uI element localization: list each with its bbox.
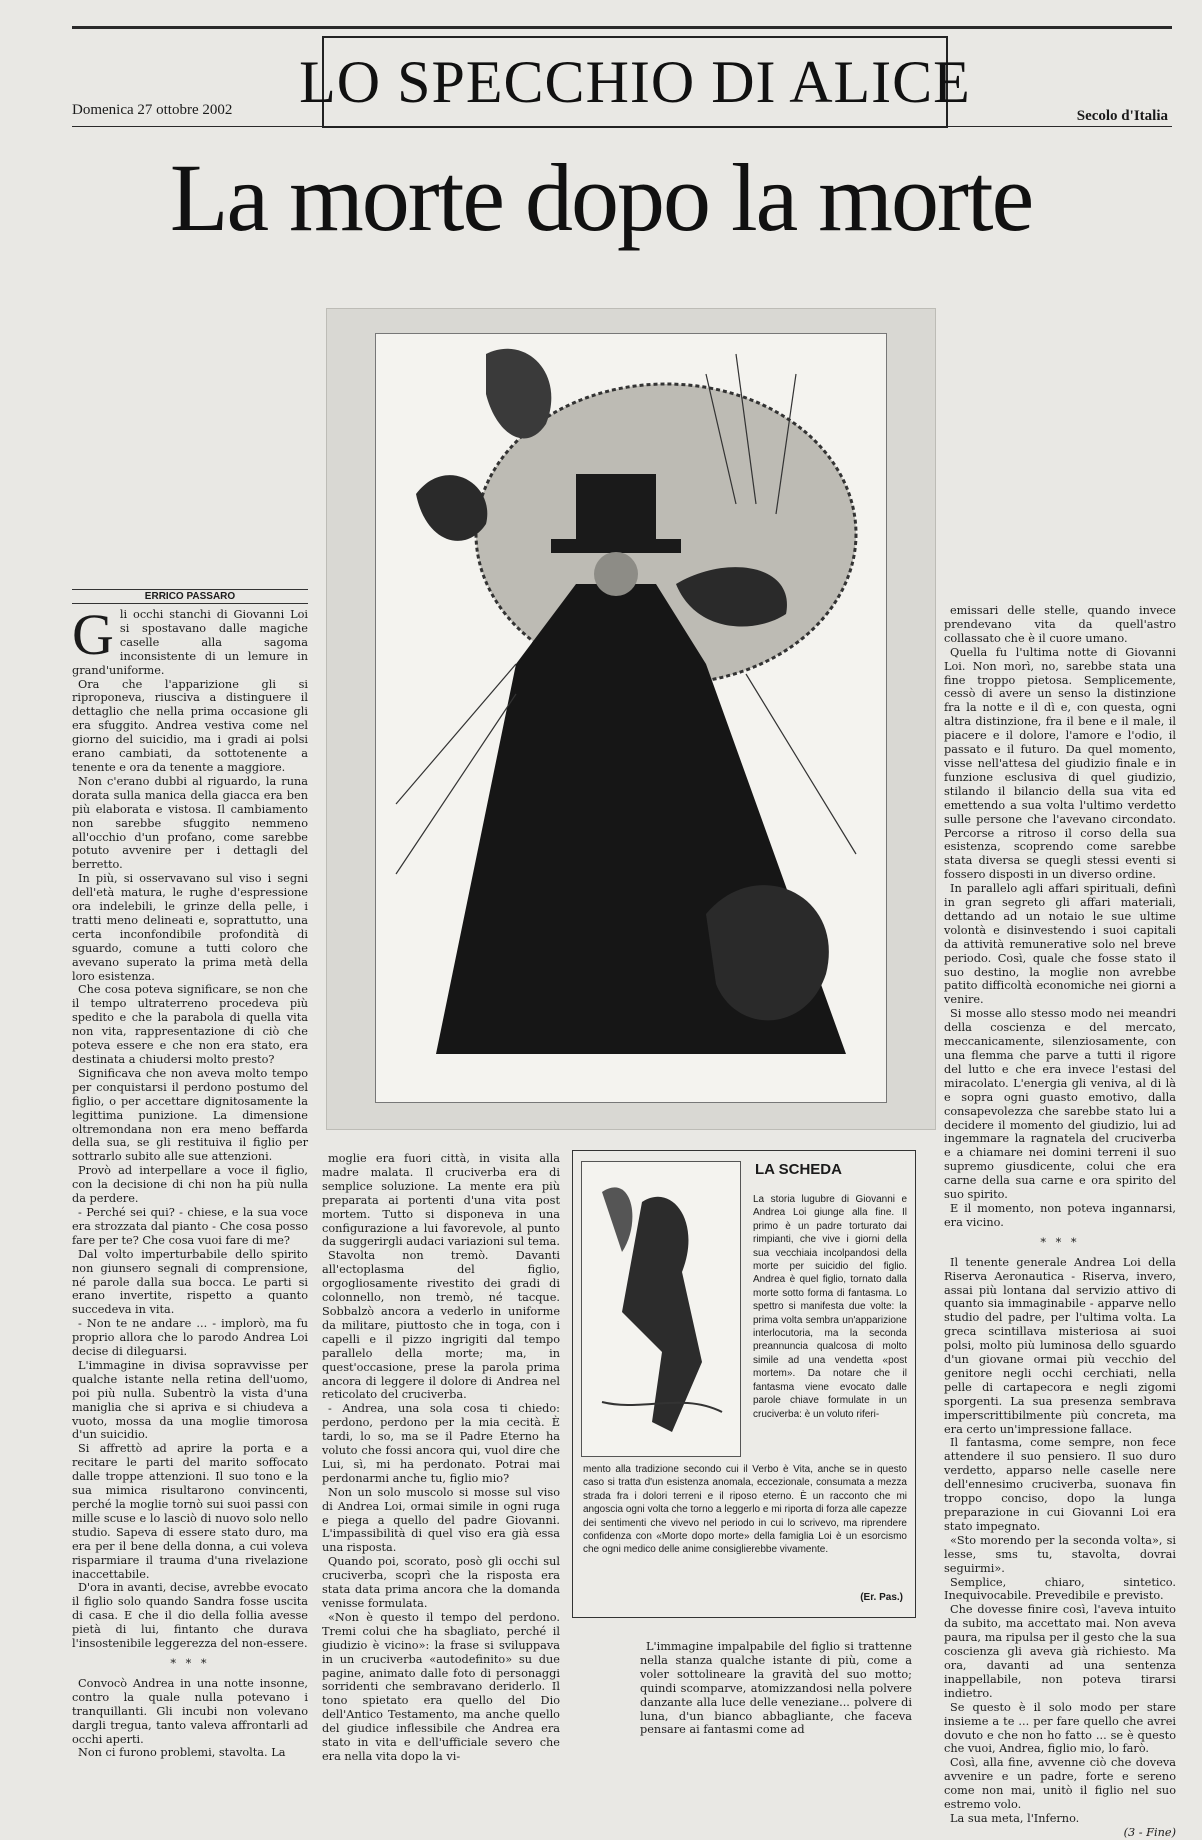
imp-figure-shape [486, 349, 551, 439]
paragraph: - Andrea, una sola cosa ti chiedo: perdono, perdono per la mia cecità. È tardi, lo so, ma se il Padre Eterno ha voluto che fossi ancora qui, vuol dire che Lui, sì, mi ha perdonato. Potrai mai perdonarmi anche tu, figlio mio? [322, 1402, 560, 1485]
sidebar-text-wide: mento alla tradizione secondo cui il Verbo è Vita, anche se in questo caso si tratta d'un esistenza anomala, eccezionale, consumata a mezza strada fra i dolori terreni e il riposo eterno. È un racconto che mi angoscia ogni volta che torno a leggerlo e mi riporta di forza alle capezze dei sentimenti che vivevo nel periodo in cui lo scrivevo, ma riprendere confidenza con «Morte dopo morte» della famiglia Loi è un esorcismo che ogni medico delle anime consiglierebbe vivamente. [583, 1464, 907, 1556]
paragraph: Stavolta non tremò. Davanti all'ectoplasma del figlio, orgogliosamente rivestito dei gradi di colonnello, non tremò, né tacque. Sobbalzò ancora a vederlo in uniforme da militare, piuttosto che in toga, con i capelli e il pizzo ingrigiti dal tempo parallelo della morte; ma, in quest'occasione, prese la parola prima ancora di leggere il dolore di Andrea nel reticolato del cruciverba. [322, 1249, 560, 1402]
top-rule [72, 26, 1172, 29]
paragraph: Quando poi, scorato, posò gli occhi sul cruciverba, scoprì che la risposta era stata data prima ancora che la domanda venisse formulata. [322, 1555, 560, 1610]
paragraph: Non un solo muscolo si mosse sul viso di Andrea Loi, ormai simile in ogni ruga e piega a quello del padre Giovanni. L'impassibilità di quel viso era già essa una risposta. [322, 1485, 560, 1555]
ghost-illustration [376, 334, 886, 1102]
article-column-4 [944, 604, 1176, 1839]
paragraph: «Non è questo il tempo del perdono. Tremi colui che ha sbagliato, perché il giudizio è vicino»: la frase si sviluppava in un cruciverba «autodefinito» su due pagine, animato dalle foto di personaggi sorridenti che sembravano deriderlo. Il tono spietato era quello del Dio dell'Antico Testamento, ma anche quello del giudice inflessibile che Andrea era stato in vita e dell'ufficiale severo che era nella vita dopo la vi- [322, 1610, 560, 1763]
paragraph: In più, si osservavano sul viso i segni dell'età matura, le rughe d'espressione ora indelebili, le grinze della pelle, i tratti meno delineati e, soprattutto, una certa inconfondibile profondità di sguardo, comune a tutti coloro che avevano superato la prima metà della loro esistenza. [72, 872, 308, 983]
main-illustration [326, 308, 936, 1130]
paragraph: La sua meta, l'Inferno. [950, 1811, 1080, 1825]
figure-shape [622, 1197, 702, 1432]
sidebar-text-narrow: La storia lugubre di Giovanni e Andrea Loi giunge alla fine. Il primo è un padre torturato dai rimpianti, che vive i giorni della sua vecchiaia incolpandosi della morte per suicidio del figlio. Andrea è quel figlio, tornato dalla morte sotto forma di fantasma. Lo spettro si manifesta due volte: la prima volta sembra un'apparizione interlocutoria, ma la seconda preannuncia qualcosa di molto simile ad una vendetta «post mortem». Da notare che il fantasma viene evocato dalle parole chiave formulate in un cruciverba: è un voluto riferi- [753, 1194, 907, 1420]
paragraph: L'immagine in divisa sopravvisse per qualche istante nella retina dell'uomo, poi più nulla. Subentrò la vista d'una maniglia che si apriva e si chiudeva a vuoto, mossa da una moglie timorosa d'un suicidio. [72, 1358, 308, 1442]
sidebar-signature: (Er. Pas.) [860, 1592, 903, 1603]
paragraph: li occhi stanchi di Giovanni Loi si spostavano dalle magiche caselle alla sagoma inconsistente di un lemure in grand'uniforme. [72, 608, 308, 677]
article-title: La morte dopo la morte [169, 144, 1033, 251]
column-3-paragraphs [640, 1640, 912, 1737]
paragraph: Che dovesse finire così, l'aveva intuito da subito, ma accettato mai. Non aveva paura, ma ripulsa per il gesto che la sua coscienza gli aveva già richiesto. Ma ora, davanti ad una sentenza inappellabile, non poteva tirarsi indietro. [944, 1603, 1176, 1700]
paragraph: Semplice, chiaro, sintetico. Inequivocabile. Prevedibile e previsto. [944, 1575, 1176, 1603]
paragraph: Dal volto imperturbabile dello spirito non giunsero segnali di comprensione, né parole dalla sua bocca. Le parti si erano invertite, rispetto a quanto succedeva in vita. [72, 1247, 308, 1317]
column-1-paragraphs [72, 602, 308, 1651]
paragraph: Si affrettò ad aprire la porta e a recitare le parti del marito soffocato dalle troppe attenzioni. Il suo tono e la sua mimica risultarono convincenti, perché la moglie tornò sui suoi passi con mille scuse e lo lasciò di nuovo solo nello studio. Sapeva di essere stato duro, ma era per il bene della donna, a cui voleva risparmiare il trauma d'una rivelazione inaccettabile. [72, 1442, 308, 1581]
article-column-1 [72, 602, 308, 1760]
end-mark: (3 - Fine) [1123, 1825, 1176, 1839]
paragraph: E il momento, non poteva ingannarsi, era vicino. [944, 1201, 1176, 1229]
paragraph: Se questo è il solo modo per stare insieme a te ... per fare quello che avrei dovuto e che non ho fatto ... se è questo che vuoi, Andrea, figlio mio, lo farò. [944, 1700, 1176, 1756]
newspaper-name: Secolo d'Italia [1076, 108, 1168, 124]
section-separator: * * * [170, 1656, 210, 1670]
column-2-paragraphs [322, 1152, 560, 1764]
column-4-continuation [944, 1256, 1176, 1826]
article-column-3 [640, 1640, 912, 1742]
column-1-continuation [72, 1677, 308, 1760]
paragraph: Quella fu l'ultima notte di Giovanni Loi. Non morì, no, sarebbe stata una fine troppo pietosa. Semplicemente, cessò di avere un senso la distinzione fra la notte e il dì e, con questa, ogni altra distinzione, fra il bene e il male, il piacere e il dolore, l'amore e l'odio, il passato e il futuro. Da quel momento, visse nell'attesa del giudizio finale e in funzione esclusiva di quel giudizio, stilando il bilancio della sua vita ed emettendo a sua volta l'ultimo verdetto sulle persone che l'avevano circondato. Percorse a ritroso il corso della sua esistenza, scoprendo come sarebbe stata diversa se quegli stessi eventi si fossero disposti in un diverso ordine. [944, 645, 1176, 882]
sidebar-illustration [581, 1161, 741, 1457]
sidebar-drawing [582, 1162, 740, 1456]
sidebar-box [572, 1150, 916, 1618]
article-byline: ERRICO PASSARO [72, 589, 308, 604]
paragraph: Non ci furono problemi, stavolta. La [78, 1746, 286, 1760]
paragraph: Non c'erano dubbi al riguardo, la runa dorata sulla manica della giacca era ben più elaborata e vistosa. Il cambiamento non sarebbe sfuggito nemmeno all'occhio d'un profano, come sarebbe potuto avvenire per i dettagli del berretto. [72, 774, 308, 872]
illustration-frame [375, 333, 887, 1103]
paragraph: Che cosa poteva significare, se non che il tempo ultraterreno procedeva più spedito e che la parabola di quella vita non vita, rappresentazione di ciò che poteva essere e che non era stato, era destinata a chiudersi molto presto? [72, 983, 308, 1066]
paragraph: emissari delle stelle, quando invece prendevano vita da quell'astro collassato che è il cuore umano. [944, 604, 1176, 645]
paragraph: D'ora in avanti, decise, avrebbe evocato il figlio solo quando Sandra fosse uscita di casa. E che il dio della follia avesse pietà di lui, fintanto che durava l'insostenibile leggerezza del non-essere. [72, 1581, 308, 1651]
paragraph: Convocò Andrea in una notte insonne, contro la quale nulla potevano i tranquillanti. Gli incubi non volevano dargli tregua, tanto valeva affrontarli ad occhi aperti. [72, 1676, 308, 1746]
paragraph: Provò ad interpellare a voce il figlio, con la decisione di chi non ha più nulla da perdere. [72, 1164, 308, 1206]
issue-date: Domenica 27 ottobre 2002 [72, 102, 233, 118]
paragraph: Ora che l'apparizione gli si riproponeva, riusciva a distinguere il dettaglio che nella prima occasione gli era sfuggito. Andrea vestiva come nel giorno del suicidio, ma i gradi ai polsi erano cambiati, da sottotenente a tenente e ora da tenente a maggiore. [72, 677, 308, 774]
section-separator-2: * * * [1040, 1235, 1080, 1249]
paragraph: «Sto morendo per la seconda volta», si lesse, sms tu, stavolta, dovrai seguirmi». [944, 1533, 1176, 1575]
article-column-2 [322, 1152, 561, 1763]
paragraph: moglie era fuori città, in visita alla madre malata. Il cruciverba era di semplice soluzione. La mente era più preparata ai portenti d'una vita post mortem. Tutto si disponeva in una configurazione a lui favorevole, al punto da suggerirgli audaci variazioni sul tema. [322, 1152, 561, 1249]
paragraph: Il tenente generale Andrea Loi della Riserva Aeronautica - Riserva, invero, assai più lontana dal servizio attivo di quanto sia immaginabile - apparve nello studio del padre, per l'ultima volta. La greca scintillava misteriosa ai suoi polsi, molto più luminosa dello sguardo d'un giovane ormai più vecchio del genitore negli occhi cerchiati, nella pelle di cartapecora e negli zigomi sporgenti. La sua presenza sembrava imperscrittibilmente più concreta, ma era certo un'impressione fallace. [944, 1255, 1176, 1436]
paragraph: Significava che non aveva molto tempo per conquistarsi il perdono postumo del figlio, o per accettare dignitosamente la legittima punizione. La dimensione oltremondana non era meno beffarda della sua, se gli restituiva il figlio per sottrarlo subito alle sue attenzioni. [72, 1066, 308, 1164]
sidebar-title: LA SCHEDA [755, 1161, 842, 1178]
paragraph: L'immagine impalpabile del figlio si trattenne nella stanza qualche istante di più, come a voler sottolineare la gravità del suo motto; quindi scomparve, atomizzandosi nella polvere danzante alla luce delle veneziane... polvere di luna, d'un bianco abbagliante, che faceva pensare ai fantasmi come ad [640, 1640, 912, 1737]
section-masthead: LO SPECCHIO DI ALICE [322, 36, 948, 128]
drop-cap: G [72, 602, 114, 667]
hat-brim-shape [551, 539, 681, 553]
paragraph: - Non te ne andare ... - implorò, ma fu proprio allora che lo parodo Andrea Loi decise di dileguarsi. [72, 1317, 308, 1359]
paragraph: Il fantasma, come sempre, non fece attendere il suo pensiero. Il suo duro verdetto, apparso nelle caselle nere dell'ennesimo cruciverba, suonava fin troppo conciso, dopo la lunga preparazione in cui Giovanni Loi era stato impegnato. [944, 1436, 1176, 1533]
paragraph: Così, alla fine, avvenne ciò che doveva avvenire e un padre, forte e sereno come non mai, unitò il figlio nel suo estremo volo. [944, 1756, 1176, 1812]
paragraph: Si mosse allo stesso modo nei meandri della coscienza e del mercato, meccanicamente, silenziosamente, con una flemma che parve a tutti il rigore del lutto e che era invece l'estasi del miracolato. L'energia gli veniva, al di là e sopra ogni guasto emotivo, dalla consapevolezza che sarebbe stato lui a decidere il momento del giudizio, lui ad ingemmare la ragnatela del cruciverba e a chiamare nei domini terreni il suo supremo giusdicente, colui che era carne della sua carne e ora spirito del suo spirito. [944, 1007, 1176, 1202]
paragraph: In parallelo agli affari spirituali, definì in gran segreto gli affari materiali, dettando ad un notaio le sue ultime volontà e disinvestendo i suoi capitali da attività remunerative solo nel breve periodo. Così, quale che fosse stato il suo destino, la moglie non avrebbe patito difficoltà economiche nei giorni a venire. [944, 882, 1176, 1007]
left-hand-shape [416, 475, 487, 541]
top-hat-shape [576, 474, 656, 544]
paragraph: - Perché sei qui? - chiese, e la sua voce era strozzata dal pianto - Che cosa posso fare per te? Che cosa vuoi fare di me? [72, 1205, 308, 1247]
column-4-paragraphs [944, 604, 1176, 1230]
wing-shape [602, 1187, 632, 1252]
face-shape [594, 552, 638, 596]
